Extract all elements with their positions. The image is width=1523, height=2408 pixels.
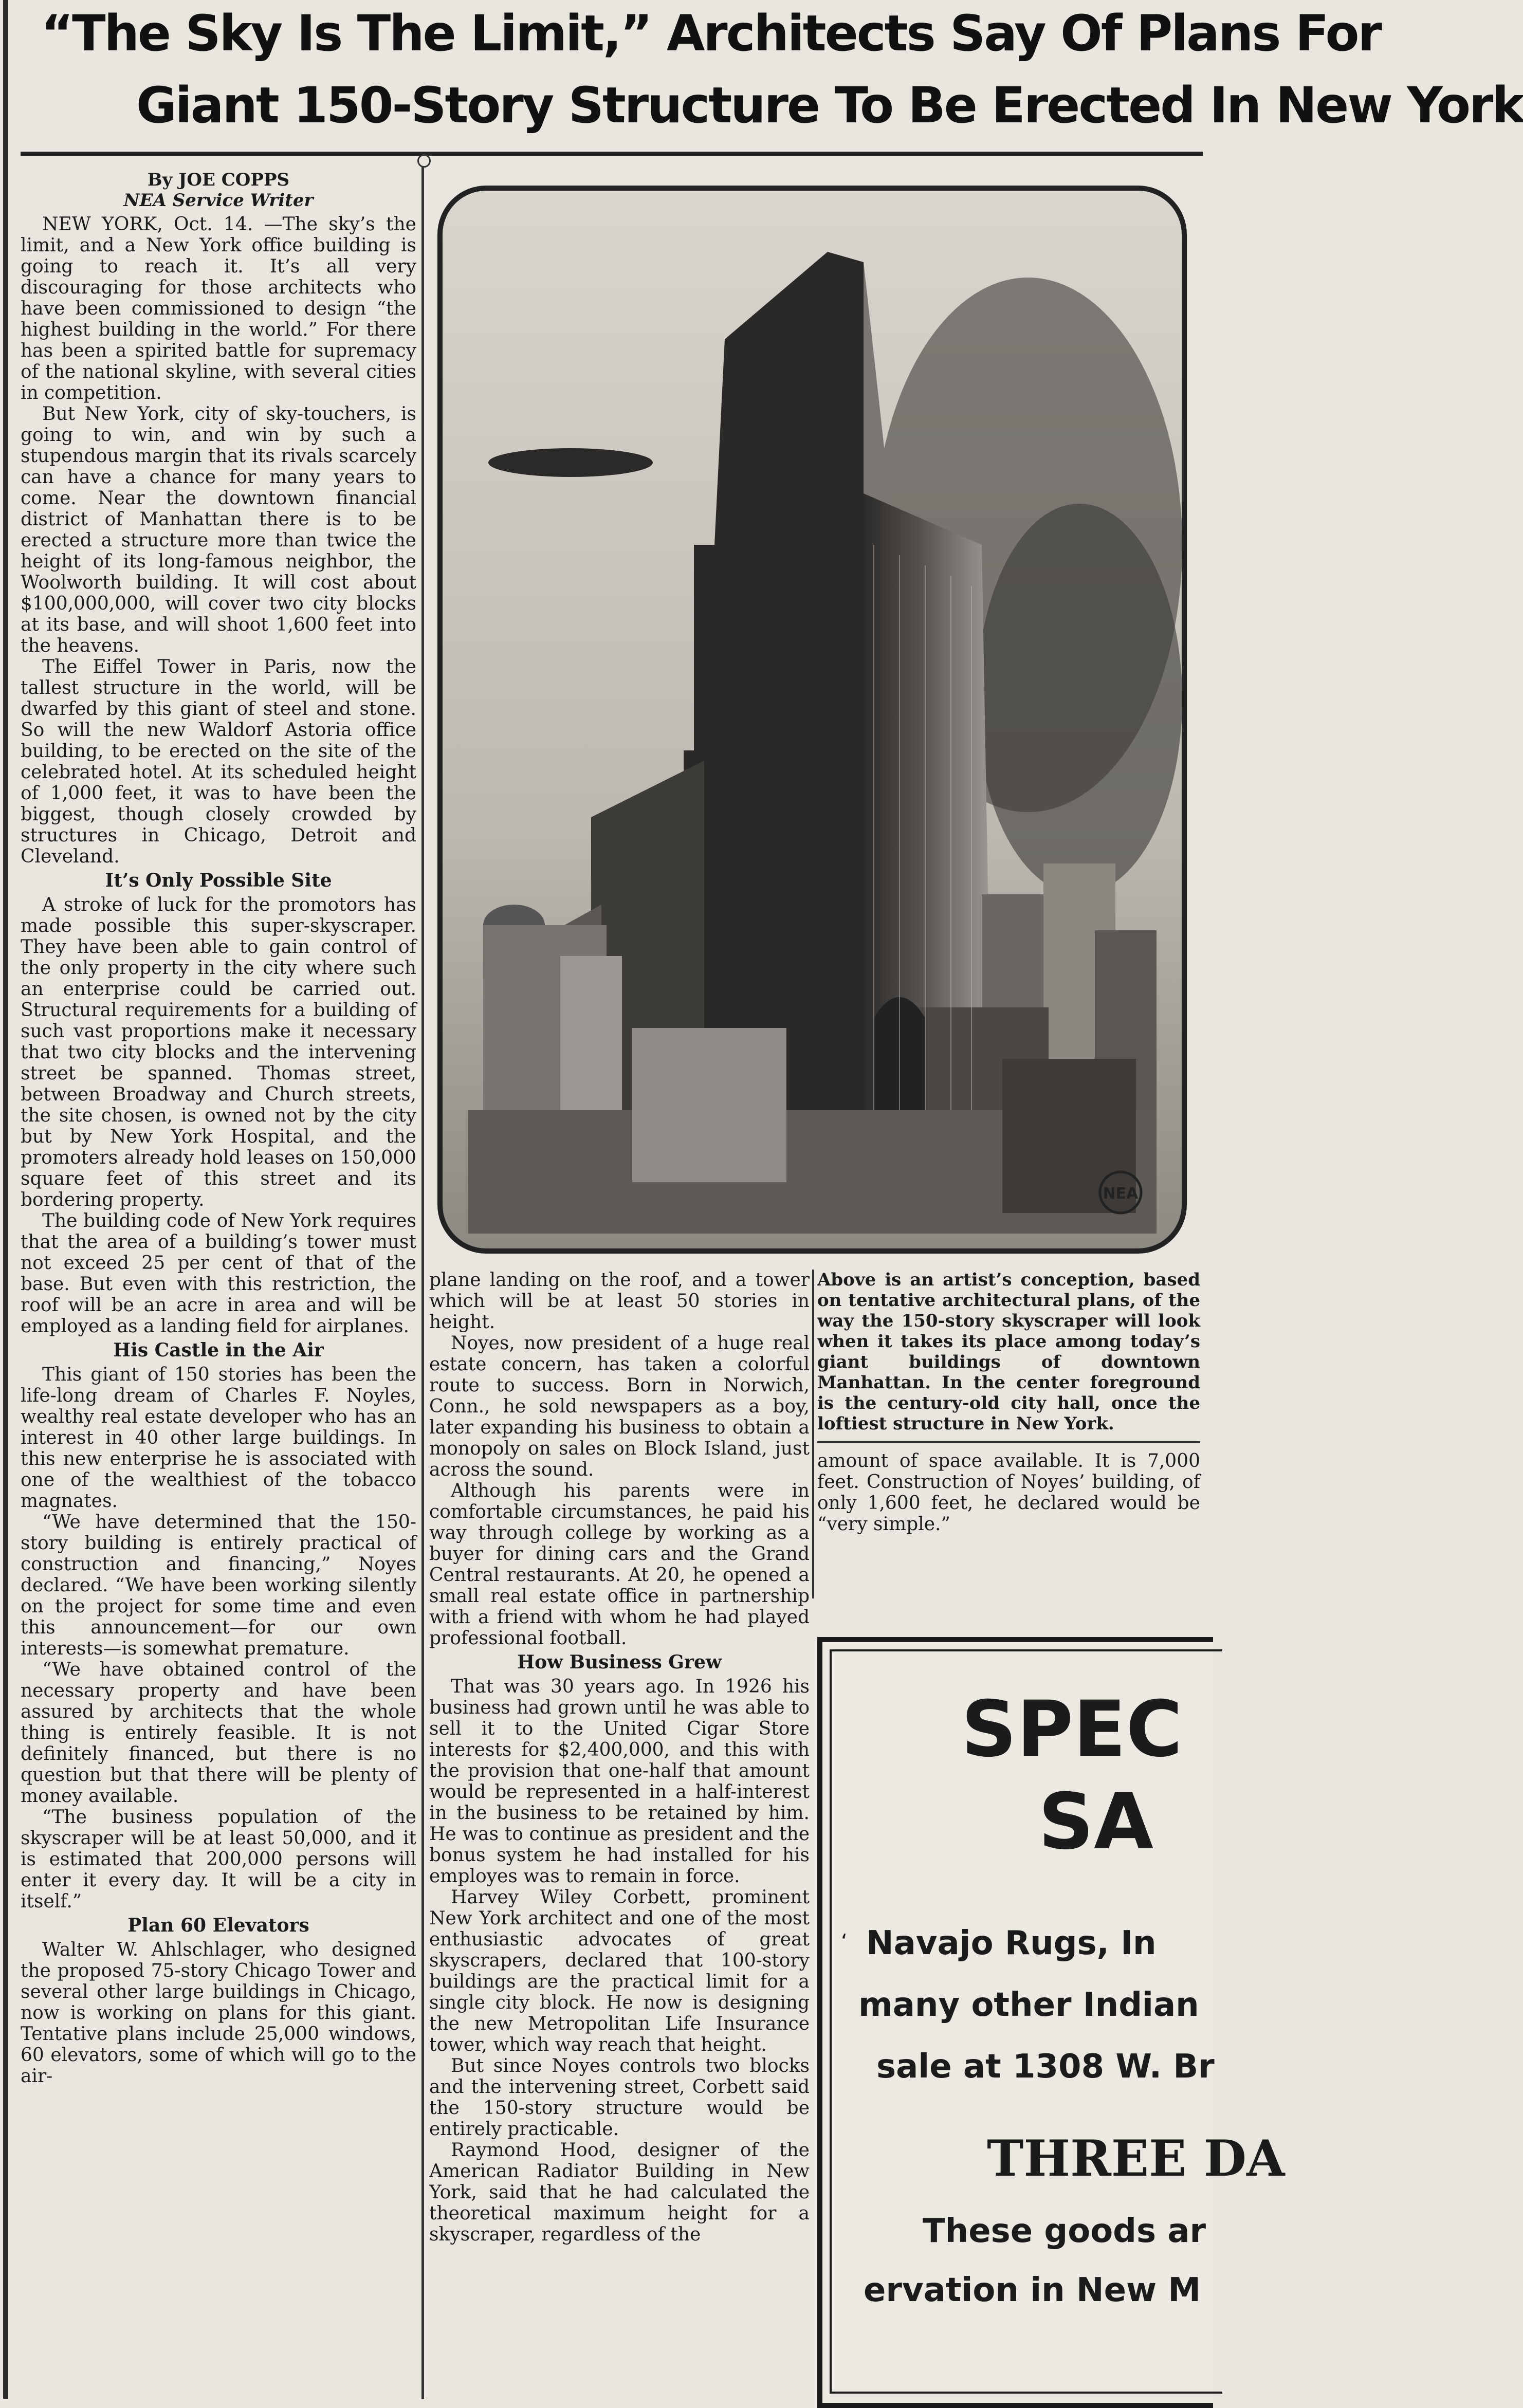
paragraph: amount of space available. It is 7,000 feet. Construction of Noyes’ building, of only 1,600 feet, he declared would be “very simple.” [817, 1450, 1200, 1535]
illustration-credit: NEA [1103, 1185, 1139, 1203]
ad-headline-1: SPEC [961, 1685, 1183, 1774]
subheading: His Castle in the Air [113, 1339, 324, 1361]
paragraph: The building code of New York requires that the area of a building’s tower must not exceed 25 per cent of that of the base. But even with this restriction, the roof will be an acre in area and will be employed as a landing field for airplanes. [21, 1210, 416, 1337]
paragraph: A stroke of luck for the promotors has made possible this super-skyscraper. They have been able to gain control of the only property in the city where such an enterprise could be carried out. Structural requirements for a building of such vast proportions make it necessary that two city blocks and the intervening street be spanned. Thomas street, between Broadway and Church streets, the site chosen, is owned not by the city but by New York Hospital, and the promoters already hold leases on 150,000 square feet of this street and its bordering property. [21, 894, 416, 1210]
subheading: Plan 60 Elevators [127, 1915, 309, 1936]
rule-ornament-icon [417, 154, 431, 168]
paragraph: Noyes, now president of a huge real estate concern, has taken a colorful route to success. Born in Norwich, Conn., he sold newspapers as a boy, later expanding his business to obtain a monopoly on sales on Block Island, just across the sound. [429, 1333, 810, 1480]
paragraph: The Eiffel Tower in Paris, now the tallest structure in the world, will be dwarfed by this giant of steel and stone. So will the new Waldorf Astoria office building, to be erected on the site of the celebrated hotel. At its scheduled height of 1,000 feet, it was to have been the biggest, though closely crowded by structures in Chicago, Detroit and Cleveland. [21, 656, 416, 867]
byline-role: NEA Service Writer [123, 190, 314, 211]
article-column-3 [817, 1270, 1200, 1535]
ad-text-2: many other Indian [858, 1986, 1199, 2024]
paragraph: “We have obtained control of the necessary property and have been assured by architects that the whole thing is entirely feasible. It is not definitely financed, but there is no question but that there will be plenty of money available. [21, 1659, 416, 1807]
page-edge-rule [3, 0, 8, 2399]
subheading: How Business Grew [517, 1651, 722, 1673]
caption-rule [817, 1441, 1200, 1443]
illustration-caption: Above is an artist’s conception, based on tentative architectural plans, of the way the 150-story skyscraper will look when it takes its place among today’s giant buildings of downtown Manhattan. In the center foreground is the century-old city hall, once the loftiest structure in New York. [817, 1270, 1200, 1434]
paragraph: But since Noyes controls two blocks and the intervening street, Corbett said the 150-story structure would be entirely practicable. [429, 2055, 810, 2140]
skyscraper-illustration [437, 185, 1187, 1254]
skyscraper-drawing-icon [437, 185, 1187, 1254]
paragraph: Raymond Hood, designer of the American Radiator Building in New York, said that he had calculated the theoretical maximum height for a skyscraper, regardless of the [429, 2140, 810, 2245]
ad-subheadline: THREE DA [987, 2129, 1285, 2188]
paragraph: “The business population of the skyscraper will be at least 50,000, and it is estimated that 200,000 persons will enter it every day. It will be a city in itself.” [21, 1807, 416, 1912]
bullet-icon: ‘ [841, 1930, 848, 1954]
column-rule-1 [421, 157, 424, 2399]
article-column-2 [429, 1270, 810, 2398]
paragraph: plane landing on the roof, and a tower which will be at least 50 stories in height. [429, 1270, 810, 1333]
subheading: It’s Only Possible Site [105, 870, 332, 891]
headline-line-1: “The Sky Is The Limit,” Architects Say Of Plans For [41, 5, 1381, 62]
paragraph: Walter W. Ahlschlager, who designed the proposed 75-story Chicago Tower and several other large buildings in Chicago, now is working on plans for this giant. Tentative plans include 25,000 windows, 60 elevators, some of which will go to the air- [21, 1939, 416, 2087]
advertisement-box [817, 1637, 1285, 2408]
paragraph: But New York, city of sky-touchers, is going to win, and win by such a stupendous margin that its rivals scarcely can have a chance for many years to come. Near the downtown financial district of Manhattan there is to be erected a structure more than twice the height of its long-famous neighbor, the Woolworth building. It will cost about $100,000,000, will cover two city blocks at its base, and will shoot 1,600 feet into the heavens. [21, 403, 416, 656]
column-rule-2 [812, 1270, 814, 1598]
paragraph: This giant of 150 stories has been the life-long dream of Charles F. Noyles, wealthy real estate developer who has an interest in 40 other large buildings. In this new enterprise he is associated with one of the wealthiest of the tobacco magnates. [21, 1364, 416, 1512]
ad-text-5: ervation in New M [864, 2271, 1201, 2309]
paragraph: “We have determined that the 150-story building is entirely practical of construction and financing,” Noyes declared. “We have been working silently on the project for some time and even this announcement—for our own interests—is somewhat premature. [21, 1512, 416, 1659]
ad-text-3: sale at 1308 W. Br [876, 2048, 1215, 2086]
ad-text-1: Navajo Rugs, In [866, 1924, 1157, 1962]
ad-headline-2: SA [1038, 1777, 1154, 1867]
paragraph: That was 30 years ago. In 1926 his business had grown until he was able to sell it to the United Cigar Store interests for $2,400,000, and this with the provision that one-half that amount would be represented in a half-interest in the business to be retained by him. He was to continue as president and the bonus system he had installed for his employes was to remain in force. [429, 1676, 810, 1887]
ad-text-4: These goods ar [923, 2212, 1206, 2250]
byline-author: By JOE COPPS [147, 170, 290, 190]
paragraph: NEW YORK, Oct. 14. —The sky’s the limit, and a New York office building is going to reach it. It’s all very discouraging for those architects who have been commissioned to design “the highest building in the world.” For there has been a spirited battle for supremacy of the national skyline, with several cities in competition. [21, 214, 416, 403]
headline-rule [21, 152, 1203, 156]
paragraph: Although his parents were in comfortable circumstances, he paid his way through college by working as a buyer for dining cars and the Grand Central restaurants. At 20, he opened a small real estate office in partnership with a friend with whom he had played professional football. [429, 1480, 810, 1649]
paragraph: Harvey Wiley Corbett, prominent New York architect and one of the most enthusiastic advocates of great skyscrapers, declared that 100-story buildings are the practical limit for a single city block. He now is designing the new Metropolitan Life Insurance tower, which way reach that height. [429, 1887, 810, 2055]
article-column-1 [21, 164, 416, 2398]
headline-line-2: Giant 150-Story Structure To Be Erected In New York [136, 77, 1523, 134]
